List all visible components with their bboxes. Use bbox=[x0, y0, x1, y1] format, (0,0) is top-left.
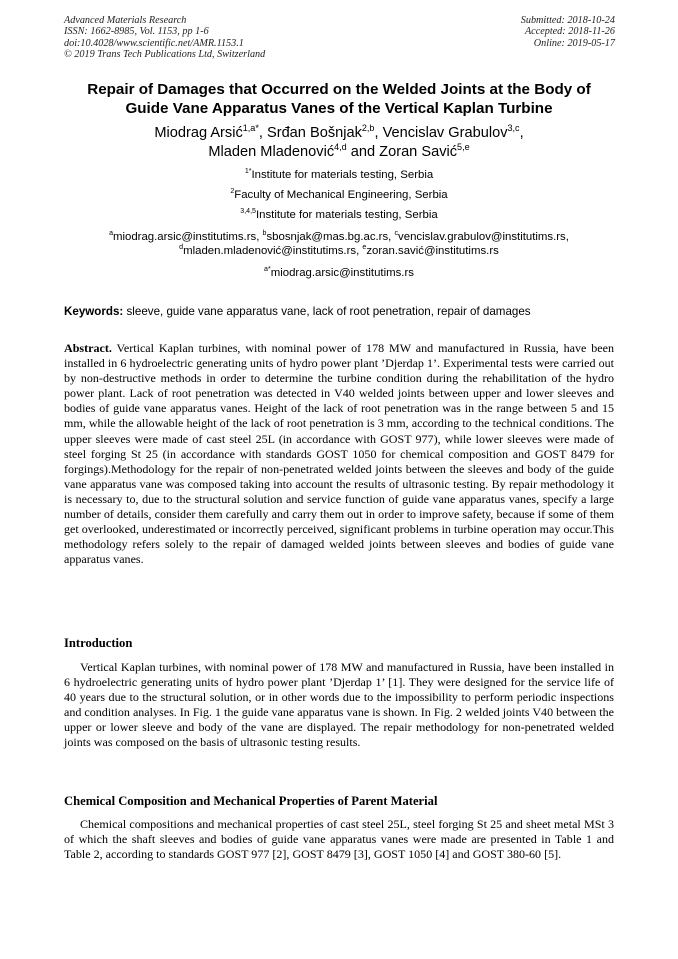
keywords bbox=[64, 305, 616, 319]
affiliation-text: Faculty of Mechanical Engineering, Serbia bbox=[234, 189, 448, 201]
abstract-text: Vertical Kaplan turbines, with nominal power of 178 MW and manufactured in Russia, have been installed in 6 hydroelectric generating units of hydro power plant ’Djerdap 1’. Experimental tests were carried out by non-destructive methods in order to determine the turbine condition during the rehabilitation of the hydro power plant. Lack of root penetration was detected in V40 welded joints between upper and lower sleeves and bodies of guide vane apparatus vanes. Height of the lack of root penetration was in the range between 5 and 15 mm, while the allowable height of the lack of root penetration is 3 mm, according to the technical conditions. The upper sleeves were made of cast steel 25L (in accordance with GOST 977), while lower sleeves were made of steel forging St 25 (in accordance with standards GOST 1050 for chemical composition and GOST 8479 for forgings).Methodology for the repair of non-penetrated welded joints between the sleeves and body of the guide vane apparatus vane was composed taking into account the results of ultrasonic testing. By repair methodology it is necessary to, due to the structural solution and service function of guide vane apparatus vanes, specify a large number of details, consider them carefully and carry them out in order to improve safety, because if some of them get overlooked, underestimated or incorrectly perceived, significant problems in turbine operation may occur.This methodology refers solely to the repair of damaged welded joints between sleeves and bodies of guide vane apparatus vanes. bbox=[64, 341, 614, 567]
submitted-date: Submitted: 2018-10-24 bbox=[520, 15, 615, 26]
journal-doi[interactable]: doi:10.4028/www.scientific.net/AMR.1153.1 bbox=[64, 37, 244, 49]
affiliation-mark: 3,4,5 bbox=[240, 208, 256, 216]
section-heading-introduction: Introduction bbox=[64, 636, 133, 650]
introduction-paragraph: Vertical Kaplan turbines, with nominal power of 178 MW and manufactured in Russia, have been installed in 6 hydroelectric generating units of hydro power plant ’Djerdap 1’ [1]. They were designed for the service life of 40 years due to the structural solution, or in other words due to the impossibility to perform periodic inspections and condition analyses. In Fig. 1 the guide vane apparatus vane is shown. In Fig. 2 welded joints V40 between the upper or lower sleeve and body of the vane are displayed. The repair methodology for non-penetrated welded joints was composed on the basis of ultrasonic testing results. bbox=[64, 660, 614, 750]
journal-name: Advanced Materials Research bbox=[64, 15, 187, 26]
affiliation-item bbox=[40, 208, 638, 222]
email-link[interactable]: miodrag.arsic@institutims.rs, bbox=[112, 231, 263, 243]
title-line-1: Repair of Damages that Occurred on the Welded Joints at the Body of bbox=[87, 81, 591, 98]
email-mark: a bbox=[109, 230, 113, 238]
email-link[interactable]: mladen.mladenović@institutims.rs, bbox=[183, 245, 363, 257]
title-line-2: Guide Vane Apparatus Vanes of the Vertical Kaplan Turbine bbox=[125, 100, 553, 117]
email-line-1 bbox=[40, 230, 638, 244]
affiliation-text: Institute for materials testing, Serbia bbox=[251, 169, 434, 181]
accepted-date: Accepted: 2018-11-26 bbox=[524, 26, 615, 38]
email-link[interactable]: zoran.savić@institutims.rs bbox=[366, 245, 499, 257]
author-separator: , bbox=[374, 125, 383, 141]
journal-header-right bbox=[521, 15, 615, 49]
affiliation-text: Institute for materials testing, Serbia bbox=[255, 209, 438, 221]
section-heading-chemical-composition: Chemical Composition and Mechanical Properties of Parent Material bbox=[64, 794, 438, 808]
journal-issn: ISSN: 1662-8985, Vol. 1153, pp 1-6 bbox=[64, 26, 209, 38]
online-date: Online: 2019-05-17 bbox=[533, 37, 615, 49]
affiliation-item bbox=[40, 188, 638, 202]
chemical-composition-paragraph: Chemical compositions and mechanical properties of cast steel 25L, steel forging St 25 and sheet metal MSt 3 of which the shaft sleeves and bodies of guide vane apparatus vanes were made are presented in Table 1 and Table 2, according to standards GOST 977 [2], GOST 8479 [3], GOST 1050 [4] and GOST 380-60 [5]. bbox=[64, 817, 614, 862]
affiliation-mark: 2 bbox=[230, 188, 235, 196]
abstract bbox=[64, 341, 614, 567]
author-affiliation-mark: 4,d bbox=[334, 142, 347, 153]
author-name: Mladen Mladenović bbox=[208, 144, 335, 160]
author-affiliation-mark: 5,e bbox=[457, 142, 470, 153]
author-affiliation-mark: 1,a* bbox=[242, 123, 259, 134]
email-link[interactable]: miodrag.arsic@institutims.rs bbox=[270, 267, 414, 279]
paper-title bbox=[40, 80, 638, 118]
email-mark: a* bbox=[264, 266, 271, 274]
abstract-label: Abstract. bbox=[64, 341, 112, 355]
email-mark: b bbox=[262, 230, 267, 238]
email-mark: d bbox=[179, 244, 184, 252]
email-link[interactable]: vencislav.grabulov@institutims.rs, bbox=[398, 231, 569, 243]
author-separator: , bbox=[519, 125, 524, 141]
author-name: Vencislav Grabulov bbox=[382, 125, 508, 141]
author-name: Zoran Savić bbox=[379, 144, 458, 160]
corresponding-author-email bbox=[40, 266, 638, 280]
author-name: Srđan Bošnjak bbox=[266, 125, 362, 141]
author-name: Miodrag Arsić bbox=[154, 125, 243, 141]
affiliations bbox=[40, 168, 638, 280]
author-separator: , bbox=[258, 125, 267, 141]
keywords-label: Keywords: bbox=[64, 305, 124, 318]
author-line-2 bbox=[40, 143, 638, 162]
author-affiliation-mark: 3,c bbox=[507, 123, 520, 134]
email-link[interactable]: sbosnjak@mas.bg.ac.rs, bbox=[266, 231, 395, 243]
email-mark: c bbox=[394, 230, 399, 238]
author-emails bbox=[40, 230, 638, 258]
email-mark: e bbox=[362, 244, 367, 252]
keywords-text: sleeve, guide vane apparatus vane, lack of root penetration, repair of damages bbox=[123, 305, 531, 318]
affiliation-item bbox=[40, 168, 638, 182]
journal-copyright: © 2019 Trans Tech Publications Ltd, Switzerland bbox=[64, 49, 266, 61]
journal-header-left bbox=[64, 15, 265, 61]
author-affiliation-mark: 2,b bbox=[361, 123, 375, 134]
author-list bbox=[40, 124, 638, 162]
affiliation-mark: 1* bbox=[244, 168, 252, 176]
author-line-1 bbox=[40, 124, 638, 143]
author-separator: and bbox=[346, 144, 380, 160]
email-line-2 bbox=[40, 244, 638, 258]
